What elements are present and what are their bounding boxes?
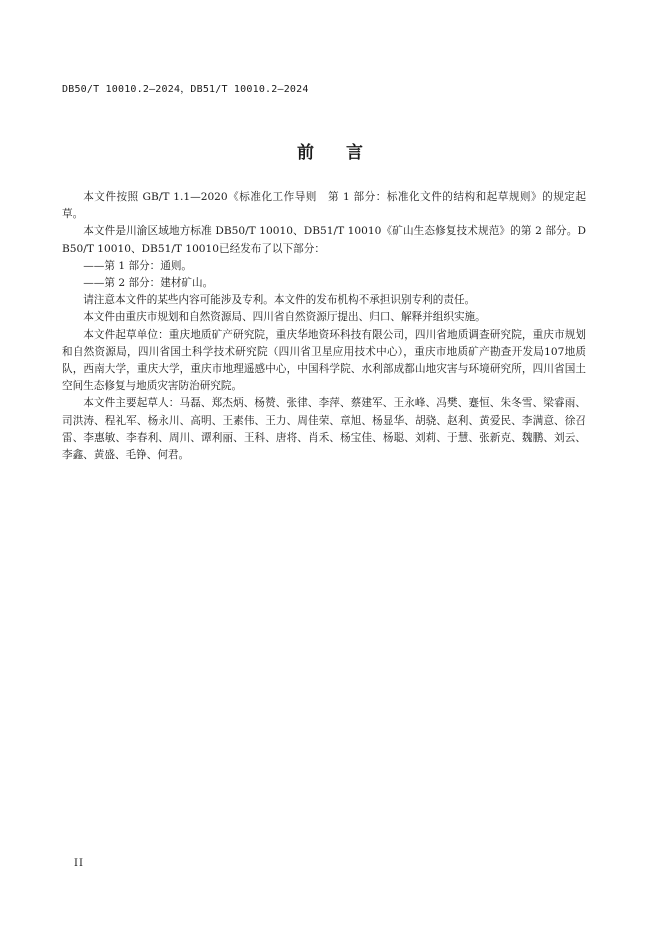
list-item-part1: ——第 1 部分：通则。 xyxy=(83,259,193,272)
page-title xyxy=(0,138,662,163)
paragraph-patent-notice: 请注意本文件的某些内容可能涉及专利。本文件的发布机构不承担识别专利的责任。 xyxy=(83,294,476,307)
foreword-body xyxy=(62,189,586,464)
paragraph-drafting-rules: 本文件按照 GB/T 1.1—2020《标准化工作导则 第 1 部分：标准化文件的结构和起草规则》的规定起草。 xyxy=(62,191,586,221)
paragraph-standard-parts: 本文件是川渝区域地方标准 DB50/T 10010、DB51/T 10010《矿山生态修复技术规范》的第 2 部分。DB50/T 10010、DB51/T 10010已经发布了以下部分： xyxy=(62,225,586,255)
paragraph-drafters: 本文件主要起草人：马磊、郑杰炳、杨赞、张律、李萍、蔡建军、王永峰、冯樊、蹇恒、朱冬雪、梁睿雨、司洪涛、程礼军、杨永川、高明、王素伟、王力、周佳荣、章旭、杨显华、胡骁、赵利、黄爱民、李满意、徐召雷、李惠敏、李春利、周川、谭利丽、王科、唐将、肖禾、杨宝佳、杨聪、刘莉、于慧、张新克、魏鹏、刘云、李鑫、黄盛、毛铮、何君。 xyxy=(62,397,586,462)
list-item-part2: ——第 2 部分：建材矿山。 xyxy=(83,277,214,290)
paragraph-drafting-units: 本文件起草单位：重庆地质矿产研究院，重庆华地资环科技有限公司，四川省地质调查研究院，重庆市规划和自然资源局，四川省国土科学技术研究院（四川省卫星应用技术中心），重庆市地质矿产勘查开发局107地质队，西南大学，重庆大学，重庆市地理遥感中心，中国科学院、水利部成都山地灾害与环境研究所，四川省国土空间生态修复与地质灾害防治研究院。 xyxy=(62,328,586,393)
page-title-part1: 前 xyxy=(297,143,316,163)
standard-number-header: DB50/T 10010.2—2024，DB51/T 10010.2—2024 xyxy=(62,84,309,95)
paragraph-proposer: 本文件由重庆市规划和自然资源局、四川省自然资源厅提出、归口、解释并组织实施。 xyxy=(83,311,486,324)
page-number: II xyxy=(74,858,84,869)
page-title-part2: 言 xyxy=(346,143,365,163)
